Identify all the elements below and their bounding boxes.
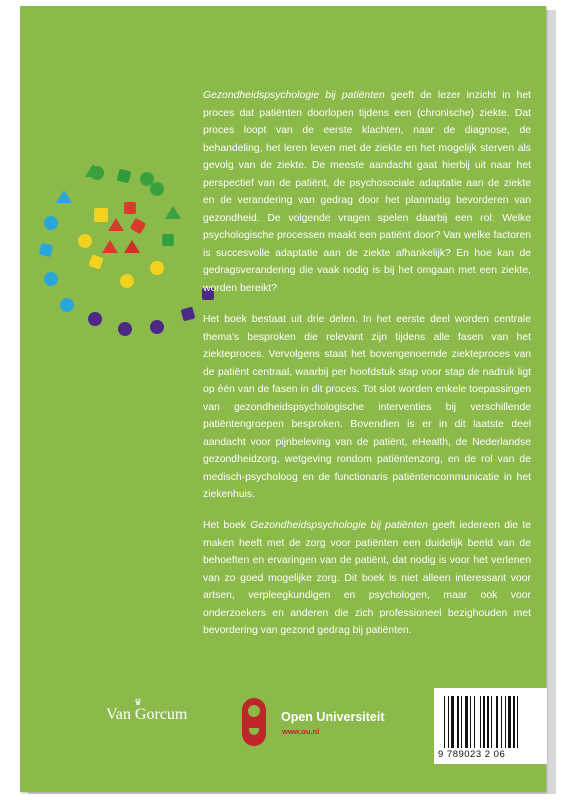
- description-paragraph-1: [203, 87, 531, 297]
- shape-green-circle: [150, 182, 164, 196]
- shape-yellow-square: [88, 254, 103, 269]
- shape-green-square: [162, 234, 174, 246]
- description-paragraph-3: [203, 517, 531, 640]
- paragraph-text: geeft de lezer inzicht in het proces dat patiënten doorlopen tijdens een (chronische) ziekte. Dat proces loopt van de eerste klachten, naar de diagnose, de behandeling, het leren leven met de ziekte en het mogelijk sterven als gevolg van de ziekte. De meeste aandacht gaat hierbij uit naar het perspectief van de patiënt, de psychosociale adaptatie aan de ziekte en de verandering van gedrag door het planmatig bevorderen van gezondheid. De volgende vragen spelen daarbij een rol: Welke psychologische processen maakt een patiënt door? Van welke factoren is succesvolle adaptatie aan de ziekte afhankelijk? En hoe kan de gedragsverandering die vaak nodig is bij het omgaan met een ziekte, worden bereikt?: [203, 90, 531, 294]
- shape-blue-circle: [60, 298, 74, 312]
- shape-red-triangle: [102, 240, 118, 253]
- barcode-bar: [496, 696, 498, 748]
- barcode-bar: [508, 696, 511, 748]
- shape-red-triangle: [124, 240, 140, 253]
- shape-blue-square: [39, 243, 53, 257]
- barcode-bar: [505, 696, 506, 748]
- shape-yellow-circle: [150, 261, 164, 275]
- shape-purple-circle: [88, 312, 102, 326]
- barcode-bar: [474, 696, 475, 748]
- barcode-bar: [480, 696, 481, 748]
- shape-purple-circle: [118, 322, 132, 336]
- shape-green-triangle: [85, 164, 101, 177]
- barcode-bar: [451, 696, 454, 748]
- barcode-bar: [483, 696, 485, 748]
- shape-blue-triangle: [56, 190, 72, 203]
- shape-red-square: [124, 202, 136, 214]
- barcode-bar: [465, 696, 468, 748]
- description-paragraph-2: Het boek bestaat uit drie delen. In het eerste deel worden centrale thema's besproken die relevant zijn tijdens alle fasen van het ziekteproces. Vervolgens staat het bovengenoemde ziekteproces van de patiënt centraal, waarbij per hoofdstuk stap voor stap de nadruk ligt op één van de fasen in dit proces. Tot slot worden enkele toepassingen van gezondheidspsychologische interventies bij verschillende patiëntengroepen besproken. Bovendien is er in dit laatste deel aandacht voor pijnbeleving van de patiënt, eHealth, de Nederlandse gezondheidzorg, wetgeving rondom patiëntenzorg, en de rol van de medisch-psycholoog en de functionaris patiëntencommunicatie in het ziekenhuis.: [203, 314, 531, 500]
- shape-yellow-circle: [78, 234, 92, 248]
- shape-red-triangle: [108, 218, 124, 231]
- barcode-bar: [461, 696, 462, 748]
- paragraph-text: Het boek: [203, 520, 251, 531]
- shape-green-square: [117, 169, 132, 184]
- open-universiteit-name: Open Universiteit: [281, 710, 385, 724]
- shape-blue-circle: [44, 272, 58, 286]
- shape-purple-square: [181, 307, 196, 322]
- publisher-name: Van Gorcum: [106, 706, 188, 723]
- open-universiteit-url: www.ou.nl: [282, 727, 320, 736]
- shape-yellow-circle: [120, 274, 134, 288]
- shape-yellow-square: [94, 208, 108, 222]
- open-universiteit-logo-icon: [240, 696, 268, 748]
- isbn-number: 9 789023 2 06: [438, 749, 506, 760]
- book-title-italic: Gezondheidspsychologie bij patiënten: [250, 520, 428, 531]
- barcode-bar: [457, 696, 459, 748]
- barcode-bar: [501, 696, 502, 748]
- shape-green-triangle: [165, 206, 181, 219]
- barcode-bar: [470, 696, 471, 748]
- barcode-bar: [444, 696, 445, 748]
- van-gorcum-logo: [106, 697, 188, 724]
- barcode-bar: [513, 696, 515, 748]
- barcode-bar: [487, 696, 489, 748]
- barcode-bar: [517, 696, 518, 748]
- shape-blue-circle: [44, 216, 58, 230]
- barcode: [434, 688, 547, 764]
- shape-purple-circle: [150, 320, 164, 334]
- barcode-bar: [448, 696, 449, 748]
- barcode-bar: [491, 696, 492, 748]
- book-title-italic: Gezondheidspsychologie bij patiënten: [203, 90, 385, 101]
- shape-red-square: [130, 218, 146, 234]
- paragraph-text: geeft iedereen die te maken heeft met de zorg voor patiënten een duidelijk beeld van de behoeften en ervaringen van de patiënt, dat nodig is voor het verlenen van zo goed mogelijke zorg. Dit boek is niet alleen interessant voor artsen, verpleegkundigen en psychologen, maar ook voor onderzoekers en anderen die zich professioneel bezighouden met bevordering van gezond gedrag bij patiënten.: [203, 520, 531, 636]
- crown-icon: ♛: [134, 697, 143, 707]
